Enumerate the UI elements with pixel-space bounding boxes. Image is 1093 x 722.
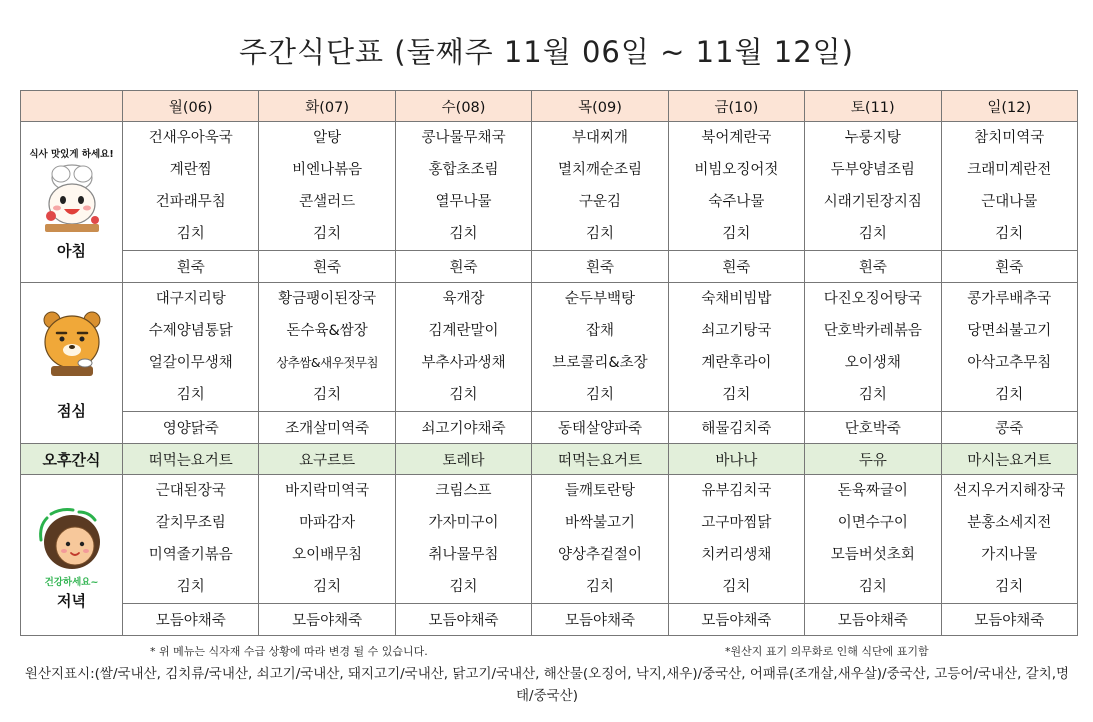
- dish: 김치: [313, 226, 342, 242]
- dish: 비엔나볶음: [292, 162, 363, 178]
- lunch-cell: [259, 283, 395, 412]
- snack-cell: 두유: [805, 444, 941, 475]
- dinner-cell: [123, 475, 259, 604]
- dish: 비빔오징어젓: [694, 162, 779, 178]
- dish: 부대찌개: [571, 130, 628, 146]
- dish: 계란찜: [169, 162, 212, 178]
- dish: 대구지리탕: [155, 291, 226, 307]
- day-header: 수(08): [395, 91, 531, 122]
- dish: 미역줄기볶음: [148, 547, 233, 563]
- dish: 김치: [995, 387, 1024, 403]
- lunch-dishes-row: [21, 283, 1078, 412]
- porridge-cell: 모듬야채죽: [259, 604, 395, 636]
- dinner-label-cell: [21, 475, 123, 636]
- dish: 치커리생채: [701, 547, 772, 563]
- dish: 육개장: [442, 291, 485, 307]
- dish: 김치: [722, 387, 751, 403]
- dish: 홍합초조림: [428, 162, 499, 178]
- dish: 콩나물무채국: [421, 130, 506, 146]
- dish: 김치: [585, 387, 614, 403]
- dish: 건파래무침: [155, 194, 226, 210]
- porridge-cell: 흰죽: [395, 251, 531, 283]
- dish: 김치: [858, 579, 887, 595]
- dish: 잡채: [585, 323, 614, 339]
- dish: 김치: [176, 579, 205, 595]
- menu-change-note: * 위 메뉴는 식자재 수급 상황에 따라 변경 될 수 있습니다.: [150, 645, 428, 658]
- dish: 크림스프: [435, 483, 492, 499]
- dish: 쇠고기탕국: [701, 323, 772, 339]
- dinner-banner: 건강하세요~: [44, 576, 99, 588]
- dish: 멸치깨순조림: [557, 162, 642, 178]
- snack-row: [21, 444, 1078, 475]
- dish: 김계란말이: [428, 323, 499, 339]
- lunch-label-cell: [21, 283, 123, 444]
- breakfast-cell: [668, 122, 804, 251]
- dish: 갈치무조림: [155, 515, 226, 531]
- breakfast-cell: [395, 122, 531, 251]
- day-header: 목(09): [532, 91, 668, 122]
- porridge-cell: 해물김치죽: [668, 412, 804, 444]
- breakfast-label-cell: [21, 122, 123, 283]
- dish: 순두부백탕: [564, 291, 635, 307]
- breakfast-banner: 식사 맛있게 하세요!: [29, 148, 114, 160]
- lunch-cell: [941, 283, 1077, 412]
- lunch-label: 점심: [57, 401, 86, 420]
- dish: 김치: [449, 579, 478, 595]
- dish: 부추사과생채: [421, 355, 506, 371]
- breakfast-cell: [941, 122, 1077, 251]
- porridge-cell: 모듬야채죽: [805, 604, 941, 636]
- breakfast-cell: [805, 122, 941, 251]
- porridge-cell: 흰죽: [668, 251, 804, 283]
- porridge-cell: 콩죽: [941, 412, 1077, 444]
- porridge-cell: 흰죽: [805, 251, 941, 283]
- dish: 크래미계란전: [967, 162, 1052, 178]
- dish: 알탕: [313, 130, 342, 146]
- dish: 김치: [176, 387, 205, 403]
- dish: 김치: [449, 226, 478, 242]
- dish: 근대된장국: [155, 483, 226, 499]
- day-header-row: [21, 91, 1078, 122]
- chef-character-icon: [37, 160, 107, 236]
- dish: 김치: [722, 226, 751, 242]
- dish: 당면쇠불고기: [967, 323, 1052, 339]
- dish: 구운김: [578, 194, 621, 210]
- porridge-cell: 흰죽: [941, 251, 1077, 283]
- dish: 김치: [722, 579, 751, 595]
- lunch-cell: [805, 283, 941, 412]
- breakfast-dishes-row: [21, 122, 1078, 251]
- dinner-cell: [259, 475, 395, 604]
- dish: 김치: [995, 226, 1024, 242]
- dish: 김치: [585, 579, 614, 595]
- porridge-cell: 모듬야채죽: [123, 604, 259, 636]
- dish: 가지나물: [981, 547, 1038, 563]
- dish: 김치: [176, 226, 205, 242]
- snack-cell: 토레타: [395, 444, 531, 475]
- dish: 참치미역국: [974, 130, 1045, 146]
- dish: 가자미구이: [428, 515, 499, 531]
- porridge-cell: 흰죽: [123, 251, 259, 283]
- dish: 오이생채: [844, 355, 901, 371]
- dish: 황금팽이된장국: [278, 291, 377, 307]
- dinner-cell: [532, 475, 668, 604]
- dish: 취나물무침: [428, 547, 499, 563]
- porridge-cell: 쇠고기야채죽: [395, 412, 531, 444]
- dish: 양상추겉절이: [557, 547, 642, 563]
- day-header: 화(07): [259, 91, 395, 122]
- dish: 얼갈이무생채: [148, 355, 233, 371]
- dish: 김치: [858, 226, 887, 242]
- dish: 분홍소세지전: [967, 515, 1052, 531]
- origin-info: 원산지표시:(쌀/국내산, 김치류/국내산, 쇠고기/국내산, 돼지고기/국내산, 닭고기/국내산, 해산물(오징어, 낙지,새우)/중국산, 어패류(조개살,새우살)/중국산, 고등어/국내산, 갈치,명태/중국산): [24, 666, 1070, 704]
- porridge-cell: 모듬야채죽: [395, 604, 531, 636]
- dish: 다진오징어탕국: [823, 291, 922, 307]
- day-header: 일(12): [941, 91, 1077, 122]
- dish: 김치: [995, 579, 1024, 595]
- dinner-label: 저녁: [57, 591, 86, 610]
- porridge-cell: 흰죽: [532, 251, 668, 283]
- dish: 시래기된장지짐: [823, 194, 922, 210]
- dish: 유부김치국: [701, 483, 772, 499]
- porridge-cell: 흰죽: [259, 251, 395, 283]
- dish: 돈수육&쌈장: [286, 323, 368, 339]
- breakfast-cell: [532, 122, 668, 251]
- snack-cell: 바나나: [668, 444, 804, 475]
- dish: 돈육짜글이: [837, 483, 908, 499]
- breakfast-label: 아침: [57, 241, 86, 260]
- porridge-cell: 단호박죽: [805, 412, 941, 444]
- porridge-cell: 동태살양파죽: [532, 412, 668, 444]
- lunch-cell: [532, 283, 668, 412]
- lunch-porridge-row: [21, 412, 1078, 444]
- dish: 브로콜리&초장: [552, 355, 648, 371]
- dish: 마파감자: [299, 515, 356, 531]
- weekly-menu-table: [20, 90, 1078, 636]
- dish: 김치: [858, 387, 887, 403]
- porridge-cell: 영양닭죽: [123, 412, 259, 444]
- dish: 오이배무침: [292, 547, 363, 563]
- origin-label-note: *원산지 표기 의무화로 인해 식단에 표기함: [725, 645, 929, 658]
- breakfast-cell: [123, 122, 259, 251]
- porridge-cell: 모듬야채죽: [668, 604, 804, 636]
- dish: 아삭고추무침: [967, 355, 1052, 371]
- page-title: 주간식단표 (둘째주 11월 06일 ~ 11월 12일): [238, 35, 854, 69]
- lunch-cell: [123, 283, 259, 412]
- porridge-cell: 모듬야채죽: [941, 604, 1077, 636]
- dish: 고구마찜닭: [701, 515, 772, 531]
- dish: 들깨토란탕: [564, 483, 635, 499]
- dish: 콩가루배추국: [967, 291, 1052, 307]
- header-corner: [21, 91, 123, 122]
- day-header: 금(10): [668, 91, 804, 122]
- dish: 콘샐러드: [299, 194, 356, 210]
- dish: 누룽지탕: [844, 130, 901, 146]
- dish: 수제양념통닭: [148, 323, 233, 339]
- dish: 북어계란국: [701, 130, 772, 146]
- dish: 열무나물: [435, 194, 492, 210]
- dinner-cell: [941, 475, 1077, 604]
- dish: 숙채비빔밥: [701, 291, 772, 307]
- dish: 단호박카레볶음: [823, 323, 922, 339]
- snack-label: 오후간식: [21, 444, 123, 475]
- dish: 모듬버섯초회: [830, 547, 915, 563]
- dish: 선지우거지해장국: [953, 483, 1066, 499]
- lunch-cell: [668, 283, 804, 412]
- dish: 건새우아욱국: [148, 130, 233, 146]
- porridge-cell: 조개살미역죽: [259, 412, 395, 444]
- day-header: 토(11): [805, 91, 941, 122]
- snack-cell: 요구르트: [259, 444, 395, 475]
- porridge-cell: 모듬야채죽: [532, 604, 668, 636]
- dish: 바싹불고기: [564, 515, 635, 531]
- girl-character-icon: [35, 500, 109, 574]
- dinner-porridge-row: [21, 604, 1078, 636]
- snack-cell: 떠먹는요거트: [532, 444, 668, 475]
- dish: 상추쌈&새우젓무침: [276, 355, 379, 370]
- snack-cell: 마시는요거트: [941, 444, 1077, 475]
- breakfast-porridge-row: [21, 251, 1078, 283]
- dish: 이면수구이: [837, 515, 908, 531]
- dinner-cell: [668, 475, 804, 604]
- snack-cell: 떠먹는요거트: [123, 444, 259, 475]
- dish: 바지락미역국: [285, 483, 370, 499]
- lion-character-icon: [39, 306, 105, 380]
- dish: 김치: [585, 226, 614, 242]
- dish: 숙주나물: [708, 194, 765, 210]
- dish: 김치: [313, 579, 342, 595]
- dish: 김치: [449, 387, 478, 403]
- dinner-dishes-row: [21, 475, 1078, 604]
- dinner-cell: [395, 475, 531, 604]
- lunch-cell: [395, 283, 531, 412]
- day-header: 월(06): [123, 91, 259, 122]
- dish: 근대나물: [981, 194, 1038, 210]
- dish: 두부양념조림: [830, 162, 915, 178]
- dish: 계란후라이: [701, 355, 772, 371]
- dish: 김치: [313, 387, 342, 403]
- breakfast-cell: [259, 122, 395, 251]
- dinner-cell: [805, 475, 941, 604]
